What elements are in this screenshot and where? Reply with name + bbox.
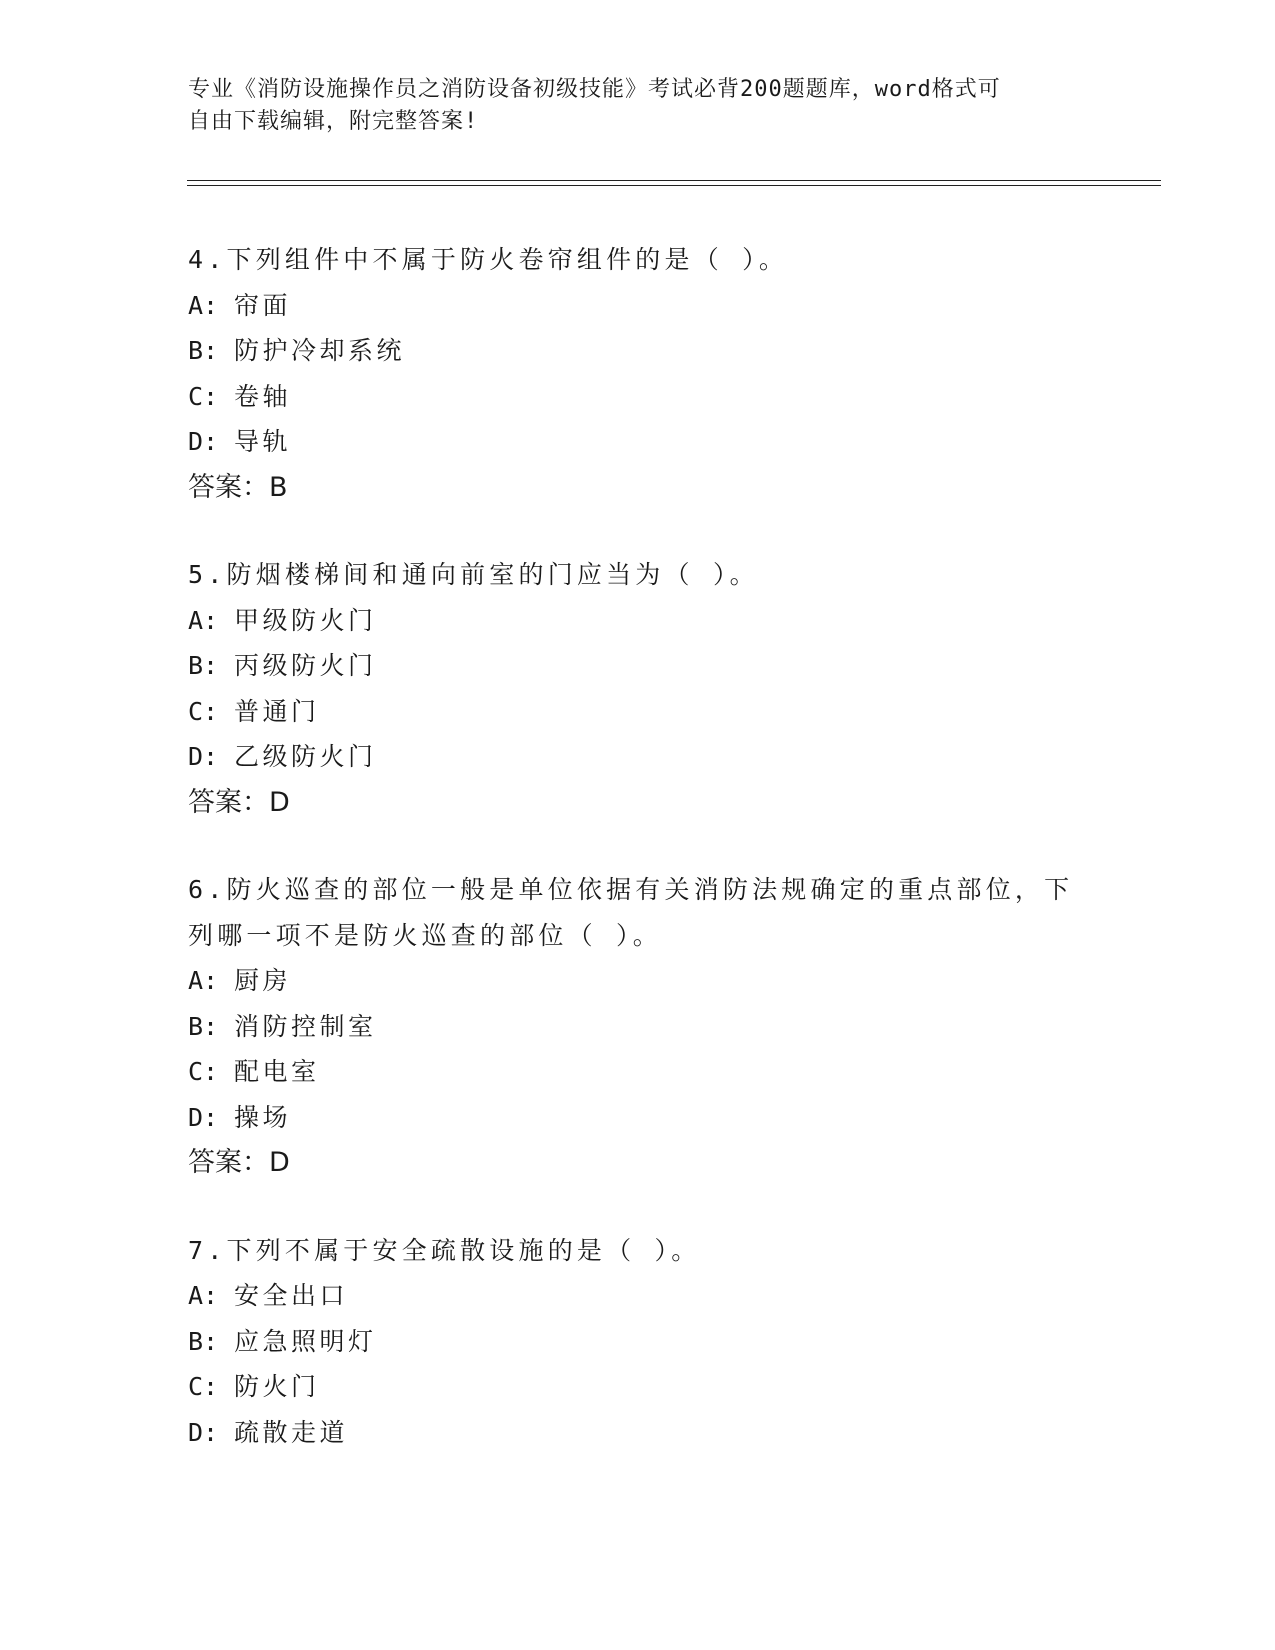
option-c	[188, 689, 1108, 735]
option-text: 乙级防火门	[234, 742, 377, 771]
question-item	[188, 237, 1108, 510]
option-letter: D:	[188, 742, 219, 771]
option-text: 应急照明灯	[234, 1326, 377, 1356]
question-stem	[188, 867, 1108, 958]
option-c	[188, 374, 1108, 420]
option-letter: A:	[188, 966, 219, 995]
option-letter: C:	[188, 1057, 219, 1086]
option-d	[188, 1410, 1108, 1456]
option-text: 帘面	[234, 290, 292, 320]
question-item	[188, 1228, 1108, 1456]
option-b	[188, 1004, 1108, 1050]
answer-line: 答案：D	[188, 786, 290, 818]
question-stem-line: 6.防火巡查的部位一般是单位依据有关消防法规确定的重点部位，下	[188, 875, 1074, 904]
option-letter: B:	[188, 336, 219, 365]
question-stem-line: 7.下列不属于安全疏散设施的是（ ）。	[188, 1235, 701, 1265]
option-text: 普通门	[234, 696, 320, 726]
option-b	[188, 643, 1108, 689]
option-letter: B:	[188, 651, 219, 680]
option-letter: C:	[188, 381, 219, 411]
option-letter: B:	[188, 1011, 219, 1041]
option-a	[188, 283, 1108, 329]
option-letter: C:	[188, 1372, 219, 1401]
option-text: 配电室	[234, 1057, 320, 1086]
option-text: 卷轴	[234, 381, 292, 411]
option-text: 防火门	[234, 1372, 320, 1401]
header-line-1: 专业《消防设施操作员之消防设备初级技能》考试必背200题题库，word格式可	[188, 77, 1001, 102]
question-list	[188, 237, 1108, 1497]
question-stem	[188, 1228, 1108, 1274]
option-c	[188, 1364, 1108, 1410]
option-d	[188, 419, 1108, 465]
option-b	[188, 328, 1108, 374]
document-header	[188, 74, 1068, 138]
question-stem-line: 5.防烟楼梯间和通向前室的门应当为（ ）。	[188, 560, 759, 589]
question-stem-line: 4.下列组件中不属于防火卷帘组件的是（ ）。	[188, 245, 789, 274]
option-letter: C:	[188, 696, 219, 726]
option-d	[188, 1095, 1108, 1141]
option-text: 丙级防火门	[234, 651, 377, 680]
option-text: 防护冷却系统	[234, 336, 406, 365]
option-text: 甲级防火门	[234, 605, 377, 635]
option-letter: B:	[188, 1326, 219, 1356]
option-b	[188, 1319, 1108, 1365]
option-text: 安全出口	[234, 1281, 349, 1310]
option-letter: A:	[188, 1281, 219, 1310]
option-text: 操场	[234, 1102, 292, 1132]
option-text: 消防控制室	[234, 1011, 377, 1041]
option-text: 疏散走道	[234, 1417, 349, 1447]
question-stem	[188, 552, 1108, 598]
option-text: 厨房	[234, 966, 292, 995]
header-line-2: 自由下载编辑，附完整答案!	[188, 109, 479, 134]
question-item	[188, 867, 1108, 1186]
option-letter: D:	[188, 427, 219, 456]
question-stem-line: 列哪一项不是防火巡查的部位（ ）。	[188, 920, 662, 950]
option-c	[188, 1049, 1108, 1095]
option-d	[188, 734, 1108, 780]
option-a	[188, 958, 1108, 1004]
option-letter: D:	[188, 1417, 219, 1447]
option-a	[188, 598, 1108, 644]
option-letter: A:	[188, 290, 219, 320]
question-item	[188, 552, 1108, 825]
option-text: 导轨	[234, 427, 292, 456]
option-letter: D:	[188, 1102, 219, 1132]
answer-line: 答案：D	[188, 1147, 290, 1178]
question-stem	[188, 237, 1108, 283]
option-letter: A:	[188, 605, 219, 635]
header-divider-top	[187, 180, 1161, 181]
header-divider-bottom	[187, 185, 1161, 186]
option-a	[188, 1273, 1108, 1319]
answer-line: 答案：B	[188, 471, 288, 503]
